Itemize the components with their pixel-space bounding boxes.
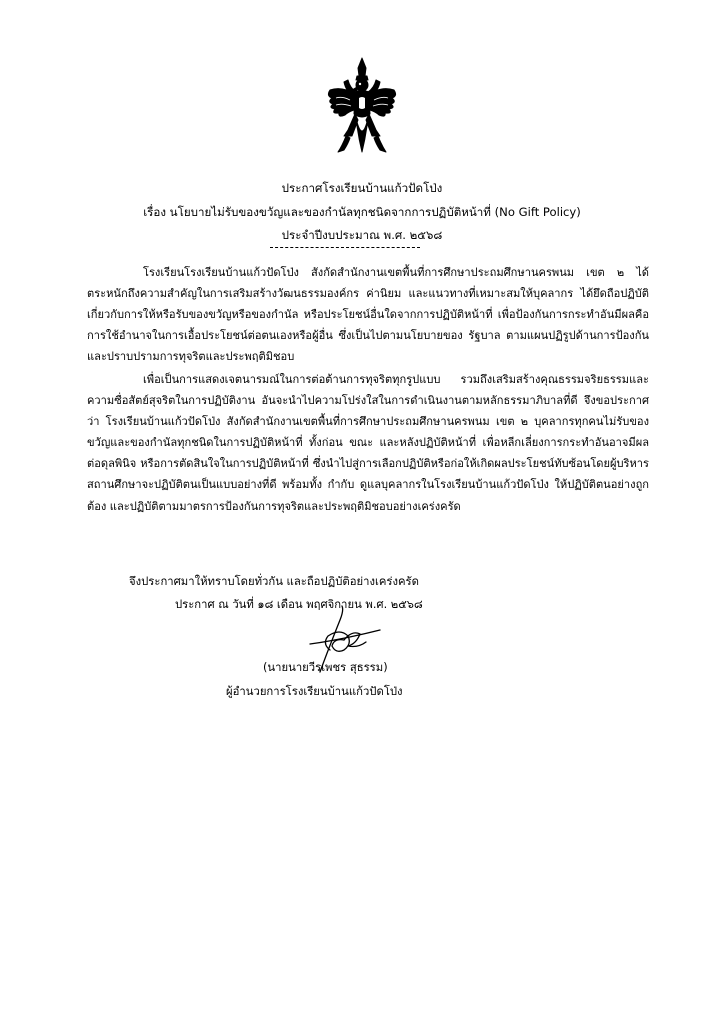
fiscal-year: ประจำปีงบประมาณ พ.ศ. ๒๕๖๘ (281, 228, 443, 242)
body-paragraph-1: โรงเรียนโรงเรียนบ้านแก้วปัดโป่ง สังกัดสำนักงานเขตพื้นที่การศึกษาประถมศึกษานครพนม เขต ๒ ได้ตระหนักถึงความสำคัญในการเสริมสร้างวัฒนธรรมองค์กร ค่านิยม และแนวทางที่เหมาะสมให้บุคลากร ได้ยึดถือปฏิบัติเกี่ยวกับการให้หรือรับของขวัญหรือของกำนัล หรือประโยชน์อื่นใดจากการปฏิบัติหน้าที่ เพื่อป้องกันการกระทำอันมีผลคือการใช้อำนาจในการเอื้อประโยชน์ต่อตนเองหรือผู้อื่น ซึ่งเป็นไปตามนโยบายของ รัฐบาล ตามแผนปฏิรูปด้านการป้องกันและปราบปรามการทุจริตและประพฤติมิชอบ (87, 266, 649, 364)
body-paragraph-2: เพื่อเป็นการแสดงเจตนารมณ์ในการต่อต้านการทุจริตทุกรูปแบบ รวมถึงเสริมสร้างคุณธรรมจริยธรรมและความซื่อสัตย์สุจริตในการปฏิบัติงาน อันจะนำไปความโปร่งใสในการดำเนินงานตามหลักธรรมาภิบาลที่ดี จึงขอประกาศว่า โรงเรียนบ้านแก้วปัดโป่ง สังกัดสำนักงานเขตพื้นที่การศึกษาประถมศึกษานครพนม เขต ๒ บุคลากรทุกคนไม่รับของขวัญและของกำนัลทุกชนิดในการปฏิบัติหน้าที่ ทั้งก่อน ขณะ และหลังปฏิบัติหน้าที่ เพื่อหลีกเลี่ยงการกระทำอันอาจมีผลต่อดุลพินิจ หรือการตัดสินใจในการปฏิบัติหน้าที่ ซึ่งนำไปสู่การเลือกปฏิบัติหรือก่อให้เกิดผลประโยชน์ทับซ้อนโดยผู้บริหารสถานศึกษาจะปฏิบัติตนเป็นแบบอย่างที่ดี พร้อมทั้ง กำกับ ดูแลบุคลากรในโรงเรียนบ้านแก้วปัดโป่ง ให้ปฏิบัติตนอย่างถูกต้อง และปฏิบัติตามมาตรการป้องกันการทุจริตและประพฤติมิชอบอย่างเคร่งครัด (87, 373, 649, 513)
garuda-emblem-icon (324, 56, 400, 156)
signatory-name: (นายนายวีรเพชร สุธรรม) (263, 661, 388, 674)
header-divider (270, 247, 420, 248)
closing-statement: จึงประกาศมาให้ทราบโดยทั่วกัน และถือปฏิบัติอย่างเคร่งครัด (129, 575, 419, 588)
announcement-date: ประกาศ ณ วันที่ ๑๘ เดือน พฤศจิกายน พ.ศ. ๒๕๖๘ (175, 598, 423, 611)
signatory-position: ผู้อำนวยการโรงเรียนบ้านแก้วปัดโป่ง (226, 685, 403, 698)
announcement-subject: เรื่อง นโยบายไม่รับของขวัญและของกำนัลทุกชนิดจากการปฏิบัติหน้าที่ (No Gift Policy) (143, 205, 581, 219)
announcement-title: ประกาศโรงเรียนบ้านแก้วปัดโป่ง (281, 181, 443, 195)
